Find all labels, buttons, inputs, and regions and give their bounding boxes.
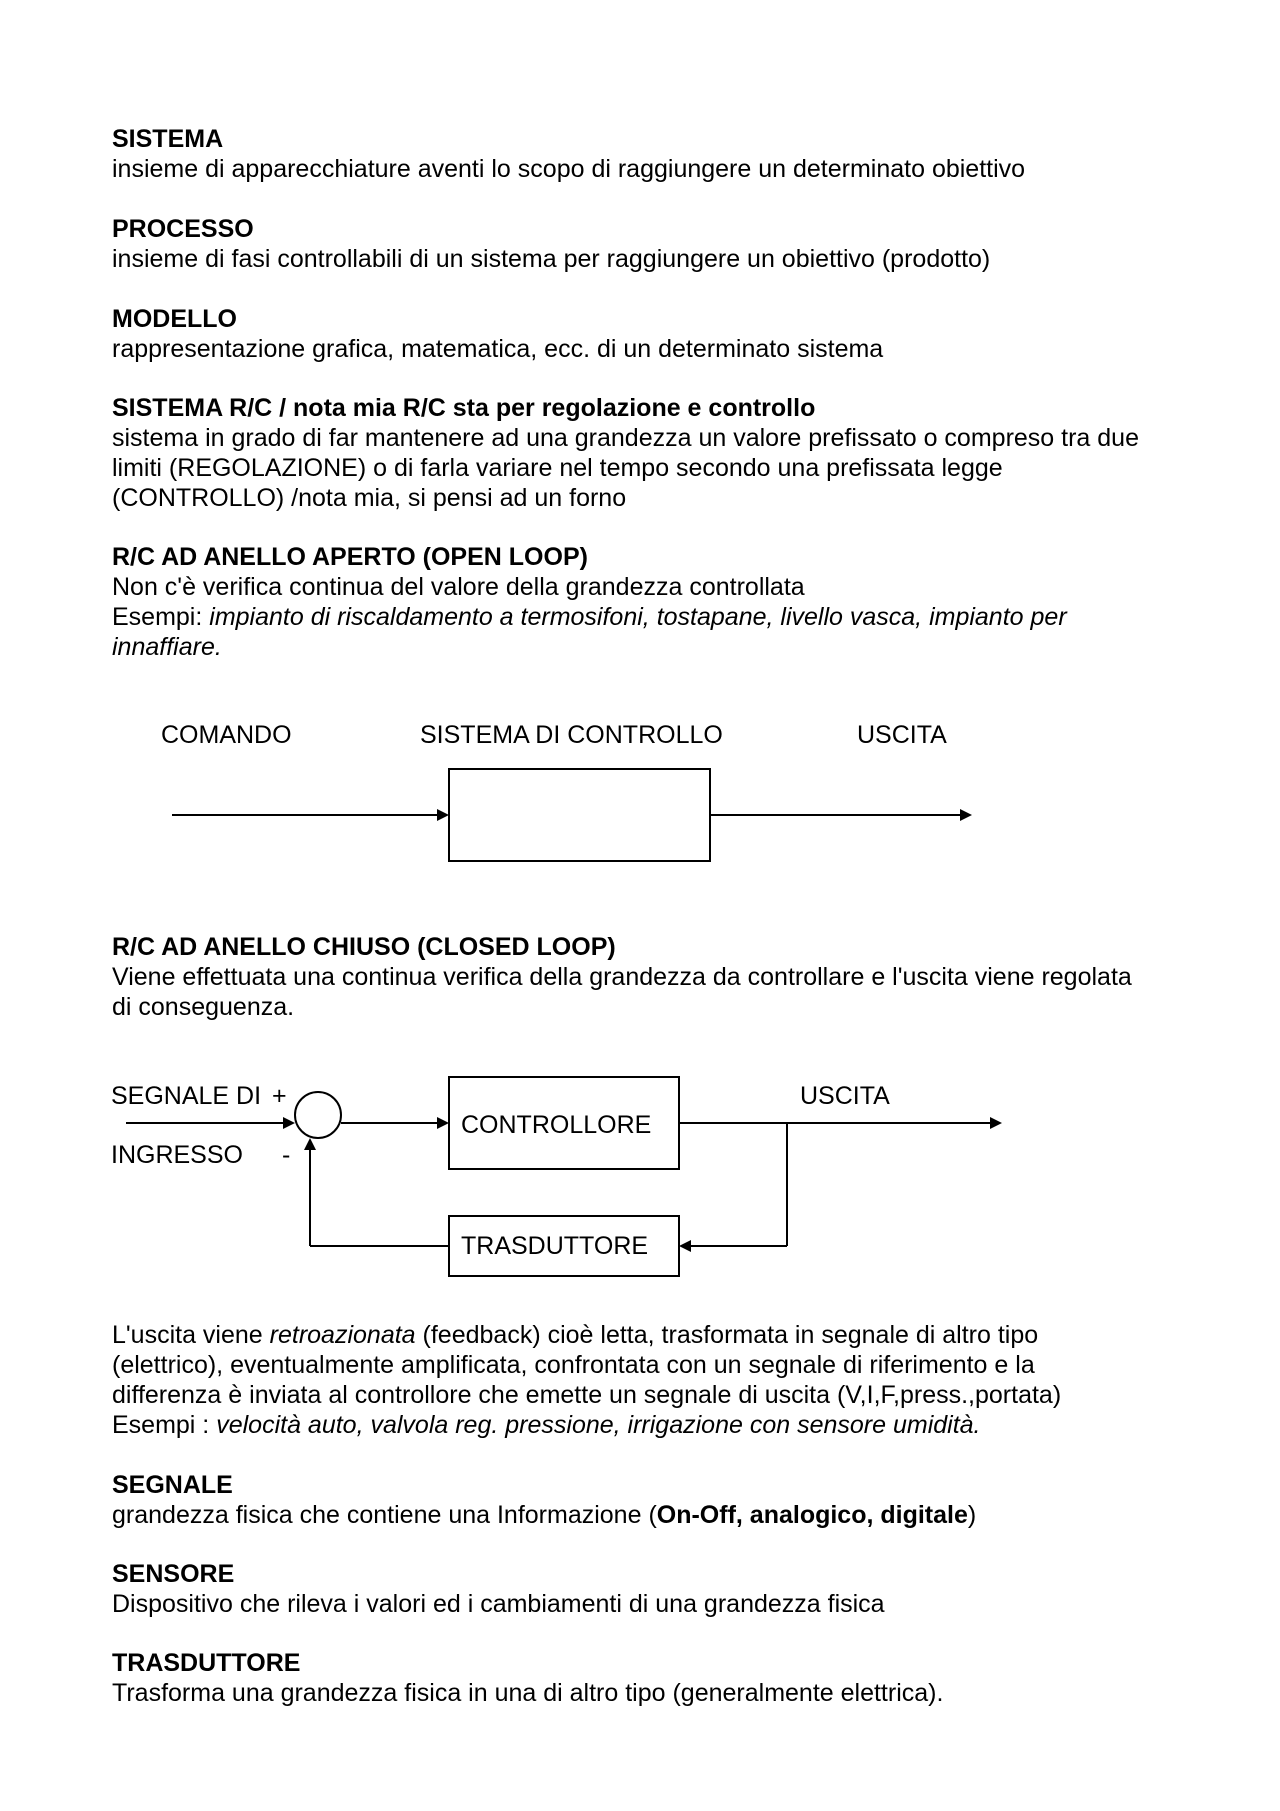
text-sistema-rc-line1: sistema in grado di far mantenere ad una grandezza un valore prefissato o compreso tra due — [112, 424, 1139, 452]
label-uscita-open: USCITA — [857, 721, 947, 749]
feedback-examples-prefix: Esempi : — [112, 1411, 217, 1439]
text-modello: rappresentazione grafica, matematica, ecc. di un determinato sistema — [112, 335, 884, 363]
feedback-prefix: L'uscita viene — [112, 1321, 270, 1349]
heading-modello: MODELLO — [112, 305, 237, 333]
summing-junction — [295, 1092, 341, 1138]
text-feedback-line3: differenza è inviata al controllore che emette un segnale di uscita (V,I,F,press.,portata) — [112, 1381, 1062, 1409]
label-sistema-di-controllo: SISTEMA DI CONTROLLO — [420, 721, 723, 749]
feedback-examples-italic: velocità auto, valvola reg. pressione, irrigazione con sensore umidità. — [216, 1411, 981, 1439]
segnale-suffix: ) — [967, 1501, 977, 1529]
text-open-loop-line1: Non c'è verifica continua del valore della grandezza controllata — [112, 573, 805, 601]
label-segnale-di: SEGNALE DI — [111, 1082, 262, 1110]
text-feedback-examples — [112, 1410, 1192, 1440]
text-trasduttore: Trasforma una grandezza fisica in una di altro tipo (generalmente elettrica). — [112, 1679, 944, 1707]
feedback-to-trasduttore-head — [679, 1240, 691, 1252]
heading-trasduttore: TRASDUTTORE — [112, 1649, 301, 1677]
section-trasduttore — [112, 1648, 1192, 1708]
text-segnale — [112, 1500, 1192, 1530]
heading-open-loop: R/C AD ANELLO APERTO (OPEN LOOP) — [112, 543, 588, 571]
heading-sensore: SENSORE — [112, 1560, 235, 1588]
text-sistema-rc-line3: (CONTROLLO) /nota mia, si pensi ad un forno — [112, 484, 627, 512]
heading-sistema: SISTEMA — [112, 125, 224, 153]
arrow-to-controllore-head — [437, 1117, 449, 1129]
examples-prefix: Esempi: — [112, 603, 210, 631]
output-arrow-head — [990, 1117, 1002, 1129]
section-segnale — [112, 1470, 1192, 1530]
text-sistema-rc-line2: limiti (REGOLAZIONE) o di farla variare nel tempo secondo una prefissata legge — [112, 454, 1003, 482]
label-controllore: CONTROLLORE — [461, 1111, 652, 1139]
heading-sistema-rc: SISTEMA R/C / nota mia R/C sta per regolazione e controllo — [112, 394, 816, 422]
label-minus: - — [282, 1141, 291, 1169]
section-feedback — [112, 1320, 1192, 1440]
label-trasduttore: TRASDUTTORE — [461, 1232, 649, 1260]
text-sistema: insieme di apparecchiature aventi lo scopo di raggiungere un determinato obiettivo — [112, 155, 1026, 183]
heading-closed-loop: R/C AD ANELLO CHIUSO (CLOSED LOOP) — [112, 933, 616, 961]
label-ingresso: INGRESSO — [111, 1141, 243, 1169]
feedback-suffix: (feedback) cioè letta, trasformata in segnale di altro tipo — [415, 1321, 1039, 1349]
text-sensore: Dispositivo che rileva i valori ed i cambiamenti di una grandezza fisica — [112, 1590, 885, 1618]
input-arrow-head — [283, 1117, 295, 1129]
feedback-up-head — [304, 1138, 316, 1150]
feedback-italic-word: retroazionata — [269, 1321, 416, 1349]
text-closed-loop-line2: di conseguenza. — [112, 993, 295, 1021]
label-comando: COMANDO — [161, 721, 292, 749]
examples-italic-2: innaffiare. — [112, 633, 222, 661]
segnale-prefix: grandezza fisica che contiene una Informazione ( — [112, 1501, 657, 1529]
label-plus: + — [272, 1082, 287, 1110]
heading-segnale: SEGNALE — [112, 1471, 233, 1499]
section-sensore — [112, 1559, 1192, 1619]
examples-italic-1: impianto di riscaldamento a termosifoni, tostapane, livello vasca, impianto per — [209, 603, 1067, 631]
segnale-bold: On-Off, analogico, digitale — [656, 1501, 968, 1529]
text-closed-loop-line1: Viene effettuata una continua verifica della grandezza da controllare e l'uscita viene regolata — [112, 963, 1132, 991]
text-processo: insieme di fasi controllabili di un sistema per raggiungere un obiettivo (prodotto) — [112, 245, 991, 273]
text-feedback-line2: (elettrico), eventualmente amplificata, confrontata con un segnale di riferimento e la — [112, 1351, 1035, 1379]
label-uscita-closed: USCITA — [800, 1082, 890, 1110]
text-feedback-line1 — [112, 1320, 1192, 1350]
heading-processo: PROCESSO — [112, 215, 254, 243]
